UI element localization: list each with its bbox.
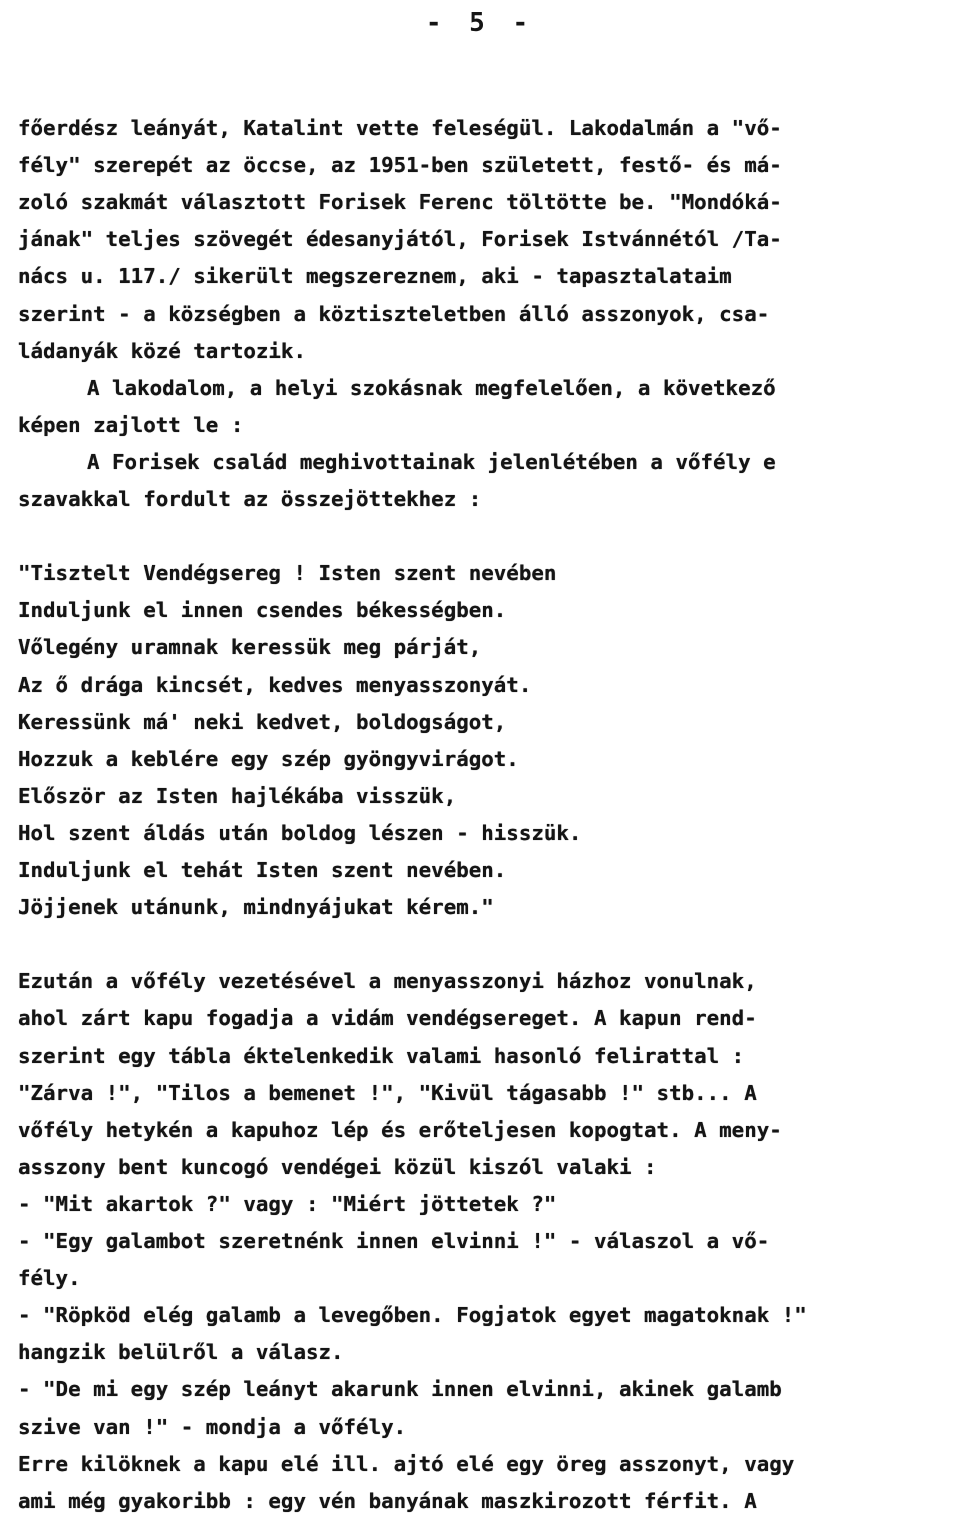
text-line: jának" teljes szövegét édesanyjától, Forisek Istvánnétól /Ta- [18,227,782,252]
text-line: asszony bent kuncogó vendégei közül kiszól valaki : [18,1154,657,1179]
text-line: szive van !" - mondja a vőfély. [18,1414,407,1439]
text-line: A Forisek család meghivottainak jelenlétében a vőfély e [87,449,776,474]
text-line: Az ő drága kincsét, kedves menyasszonyát. [18,672,532,697]
page-number: - 5 - [425,8,535,38]
text-line: képen zajlott le : [18,412,244,437]
text-line: Jöjjenek utánunk, mindnyájukat kérem." [18,895,494,920]
text-line: szavakkal fordult az összejöttekhez : [18,487,482,511]
text-line: A lakodalom, a helyi szokásnak megfelelően, a következő [87,375,776,400]
text-line: vőfély hetykén a kapuhoz lép és erőteljesen kopogtat. A meny- [18,1117,782,1142]
text-line: fély" szerepét az öccse, az 1951-ben született, festő- és má- [18,153,782,178]
text-line: szerint egy tábla éktelenkedik valami hasonló felirattal : [18,1043,745,1068]
text-line: fély. [18,1266,81,1291]
text-line: Először az Isten hajlékába visszük, [18,783,457,808]
text-line: Erre kilöknek a kapu elé ill. ajtó elé egy öreg asszonyt, vagy [18,1451,795,1476]
text-line: - "Röpköd elég galamb a levegőben. Fogjatok egyet magatoknak !" [18,1303,807,1328]
text-line: ami még gyakoribb : egy vén banyának maszkirozott férfit. A [18,1488,757,1513]
text-line: főerdész leányát, Katalint vette feleségül. Lakodalmán a "vő- [18,116,782,140]
text-line: ládanyák közé tartozik. [18,338,306,363]
text-line: Vőlegény uramnak keressük meg párját, [18,635,482,660]
text-line: hangzik belülről a válasz. [18,1340,344,1365]
text-line: - "Egy galambot szeretnénk innen elvinni !" - válaszol a vő- [18,1229,770,1253]
text-line: ahol zárt kapu fogadja a vidám vendégsereget. A kapun rend- [18,1006,757,1031]
text-line: Keressünk má' neki kedvet, boldogságot, [18,709,507,734]
text-line: Ezután a vőfély vezetésével a menyasszonyi házhoz vonulnak, [18,969,757,994]
text-line: Induljunk el innen csendes békességben. [18,598,507,623]
text-line: Induljunk el tehát Isten szent nevében. [18,858,507,882]
text-line: Hozzuk a keblére egy szép gyöngyvirágot. [18,746,519,771]
text-line: Hol szent áldás után boldog lészen - hisszük. [18,820,582,845]
text-line: nács u. 117./ sikerült megszereznem, aki - tapasztalataim [18,264,732,289]
text-line: - "De mi egy szép leányt akarunk innen elvinni, akinek galamb [18,1377,782,1402]
text-line: szerint - a községben a köztiszteletben álló asszonyok, csa- [18,301,770,326]
text-line: "Tisztelt Vendégsereg ! Isten szent nevében [18,561,557,586]
text-line: - "Mit akartok ?" vagy : "Miért jöttetek ?" [18,1191,557,1216]
text-line: "Zárva !", "Tilos a bemenet !", "Kivül tágasabb !" stb... A [18,1080,757,1105]
text-line: zoló szakmát választott Forisek Ferenc töltötte be. "Mondóká- [18,190,782,215]
